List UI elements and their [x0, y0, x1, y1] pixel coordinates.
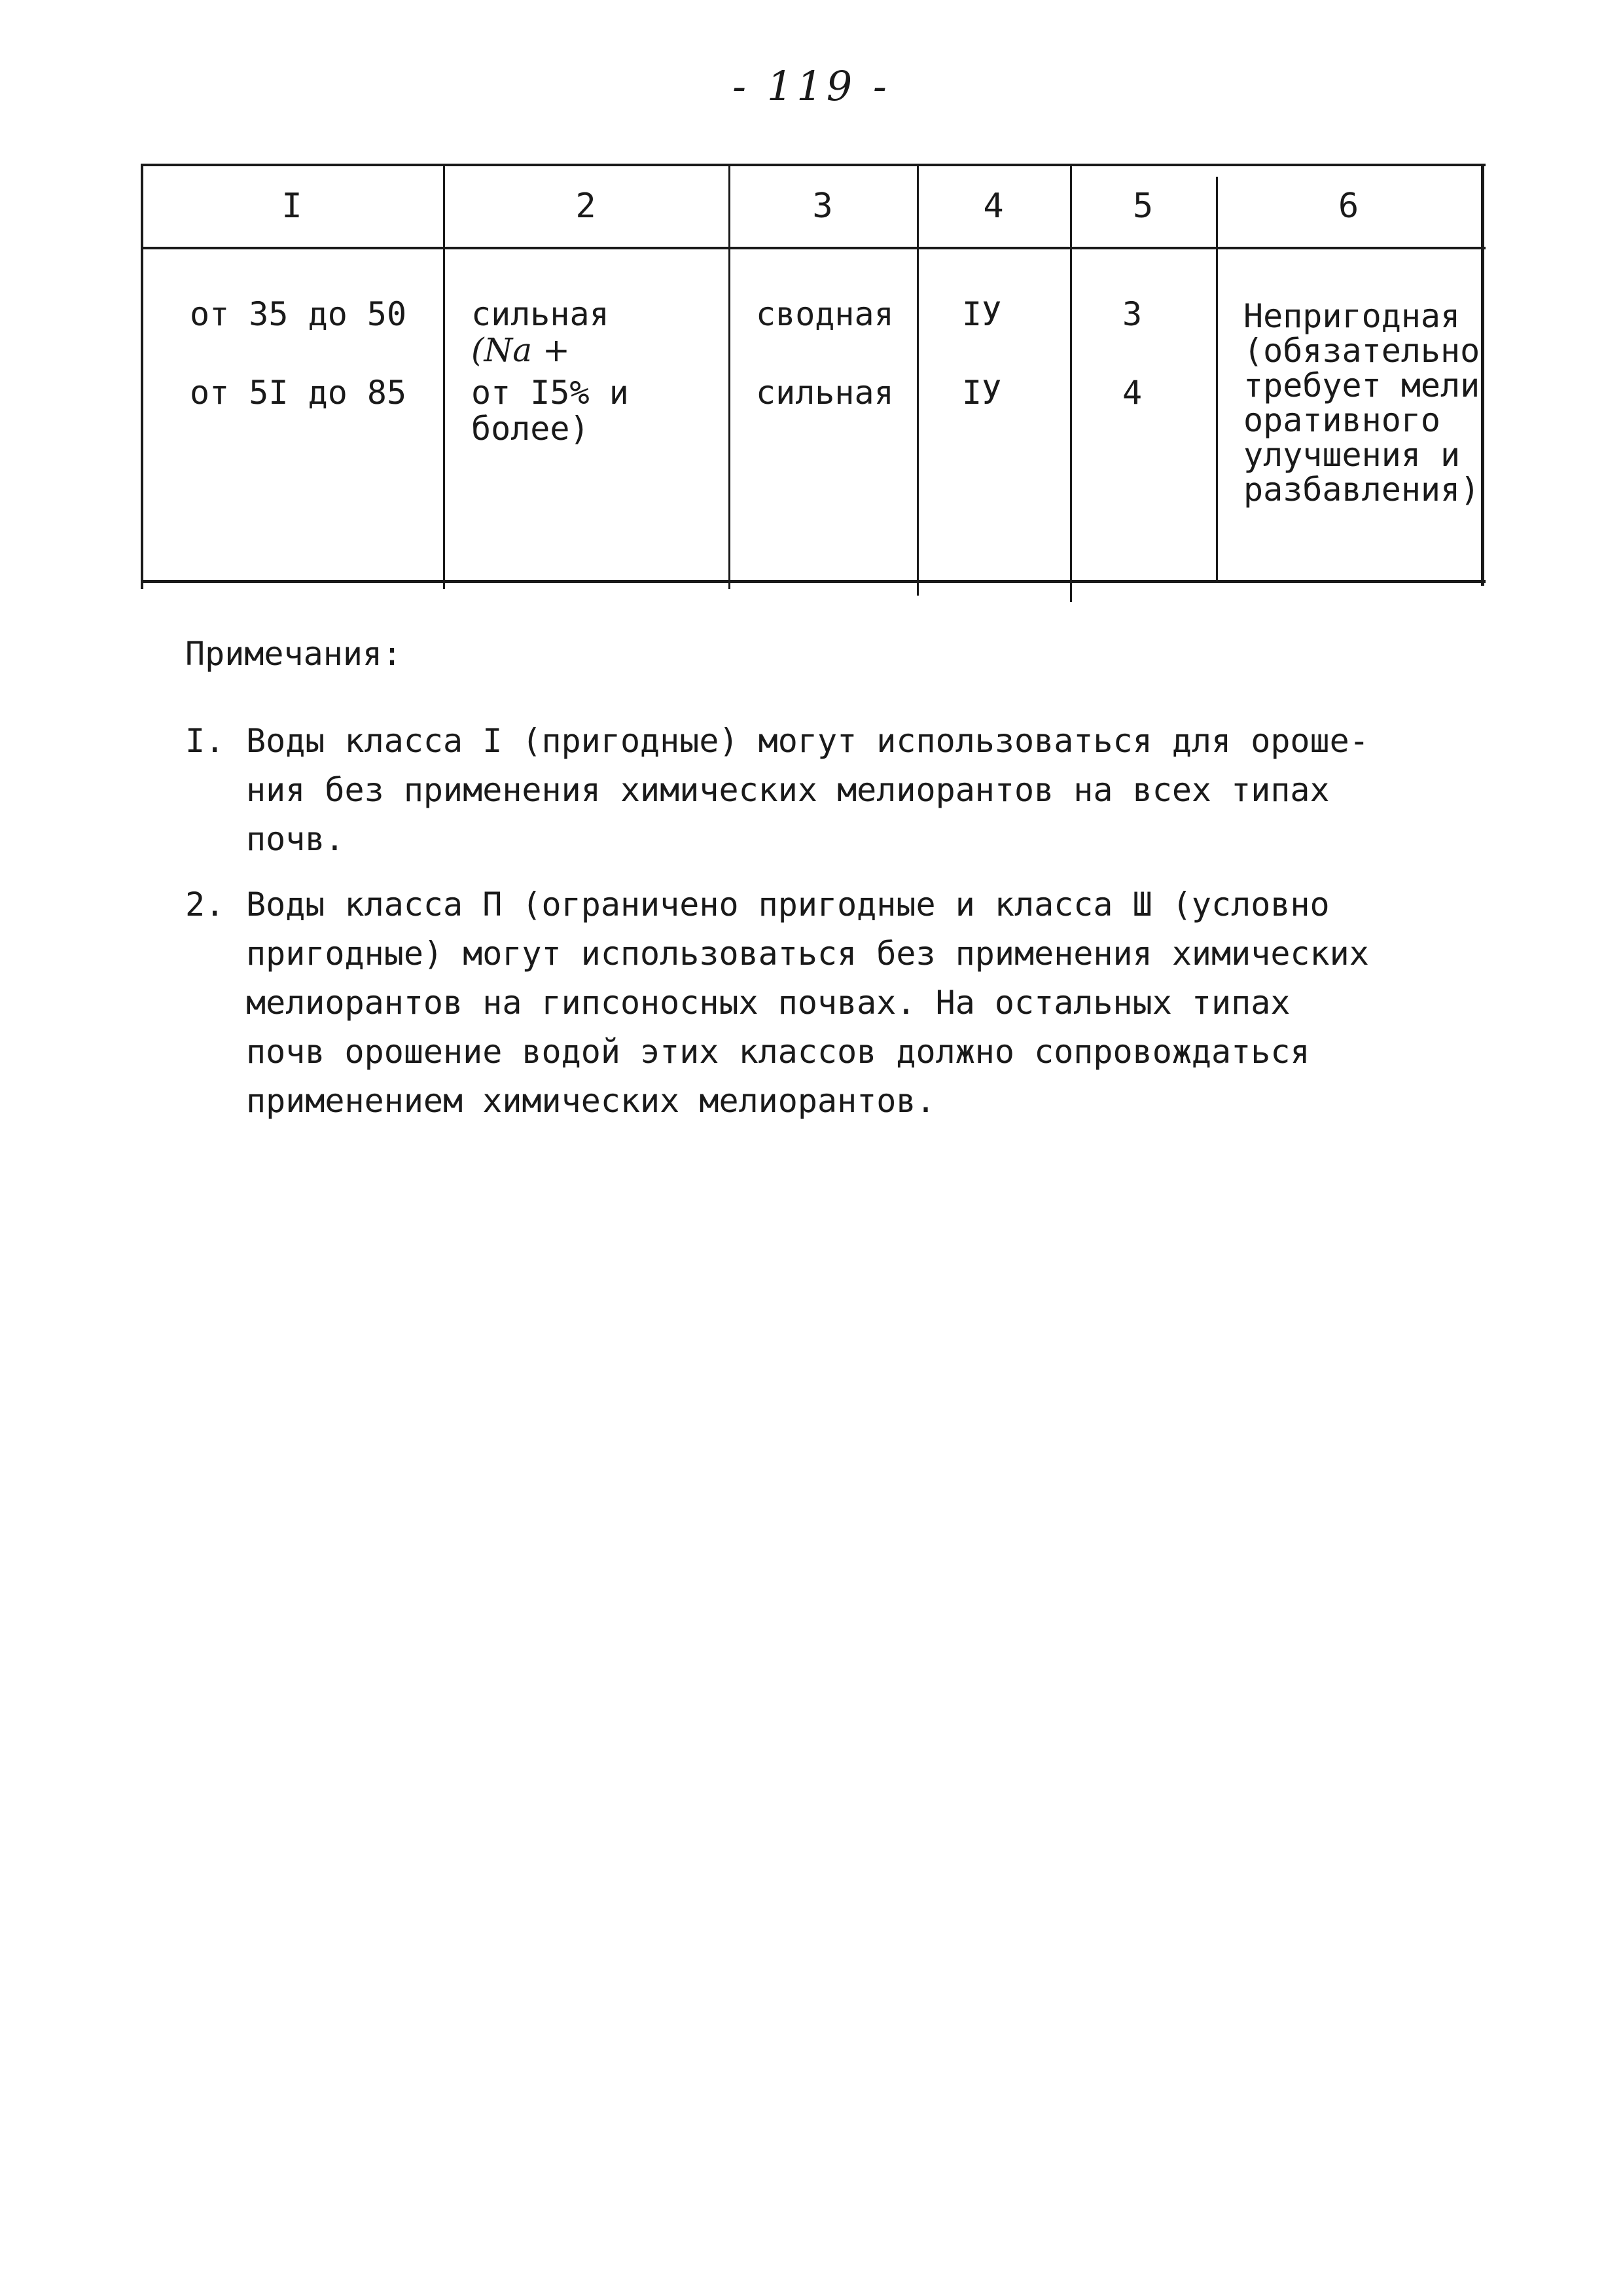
- header-divider: [141, 247, 1486, 249]
- header-col-2: 2: [575, 187, 596, 226]
- column-border-3-4: [917, 164, 919, 596]
- cell-col6-line-5: улучшения и: [1243, 436, 1461, 474]
- note-text: Воды класса I (пригодные) могут использоваться для ороше- ния без применения химических мелиорантов на всех типах почв.: [246, 722, 1369, 858]
- table-bottom-border: [141, 580, 1486, 583]
- note-number: 2.: [185, 886, 225, 924]
- header-col-1: I: [281, 187, 302, 226]
- note-item: [185, 717, 1429, 864]
- column-border-5-6: [1216, 177, 1218, 583]
- cell-col6-line-6: разбавления): [1243, 471, 1480, 509]
- column-border-right: [1481, 164, 1484, 586]
- cell-col6-line-4: оративного: [1243, 401, 1441, 439]
- note-number: I.: [185, 722, 225, 760]
- header-col-6: 6: [1338, 187, 1359, 226]
- notes-heading: Примечания:: [185, 635, 402, 673]
- cell-range-1: от 35 до 50: [190, 295, 407, 333]
- column-border-1-2: [443, 164, 445, 589]
- note-text: Воды класса П (ограничено пригодные и класса Ш (условно пригодные) могут использоваться без применения химических мелиорантов на гипсоносных почвах. На остальных типах почв орошение водой этих классов должно сопровождаться применением химических мелиорантов.: [246, 886, 1369, 1120]
- page-number: - 119 -: [732, 62, 891, 110]
- note-item: [185, 880, 1429, 1126]
- cell-severity-label: сильная: [471, 295, 609, 333]
- cell-col4-line-1: IУ: [962, 295, 1002, 333]
- cell-sodium-percent: от I5% и: [471, 374, 629, 412]
- cell-col6-line-1: Непригодная: [1243, 297, 1461, 335]
- cell-range-2: от 5I до 85: [190, 374, 407, 412]
- cell-col4-line-2: IУ: [962, 374, 1002, 412]
- header-col-5: 5: [1132, 187, 1154, 226]
- cell-col6-line-3: требует мели: [1243, 367, 1480, 404]
- header-col-3: 3: [812, 187, 833, 226]
- table-top-border: [141, 164, 1486, 166]
- cell-col3-line-2: сильная: [756, 374, 894, 412]
- cell-sodium-more: более): [471, 410, 590, 448]
- header-col-4: 4: [983, 187, 1004, 226]
- cell-col5-line-1: 3: [1122, 295, 1143, 333]
- column-border-2-3: [728, 164, 730, 589]
- cell-sodium-note: (Na +: [471, 331, 570, 369]
- cell-col3-line-1: сводная: [756, 295, 894, 333]
- cell-col5-line-2: 4: [1122, 374, 1143, 412]
- column-border-left: [141, 164, 143, 589]
- cell-col6-line-2: (обязательно: [1243, 332, 1480, 370]
- water-classification-table: [141, 164, 1486, 589]
- column-border-4-5: [1070, 164, 1072, 602]
